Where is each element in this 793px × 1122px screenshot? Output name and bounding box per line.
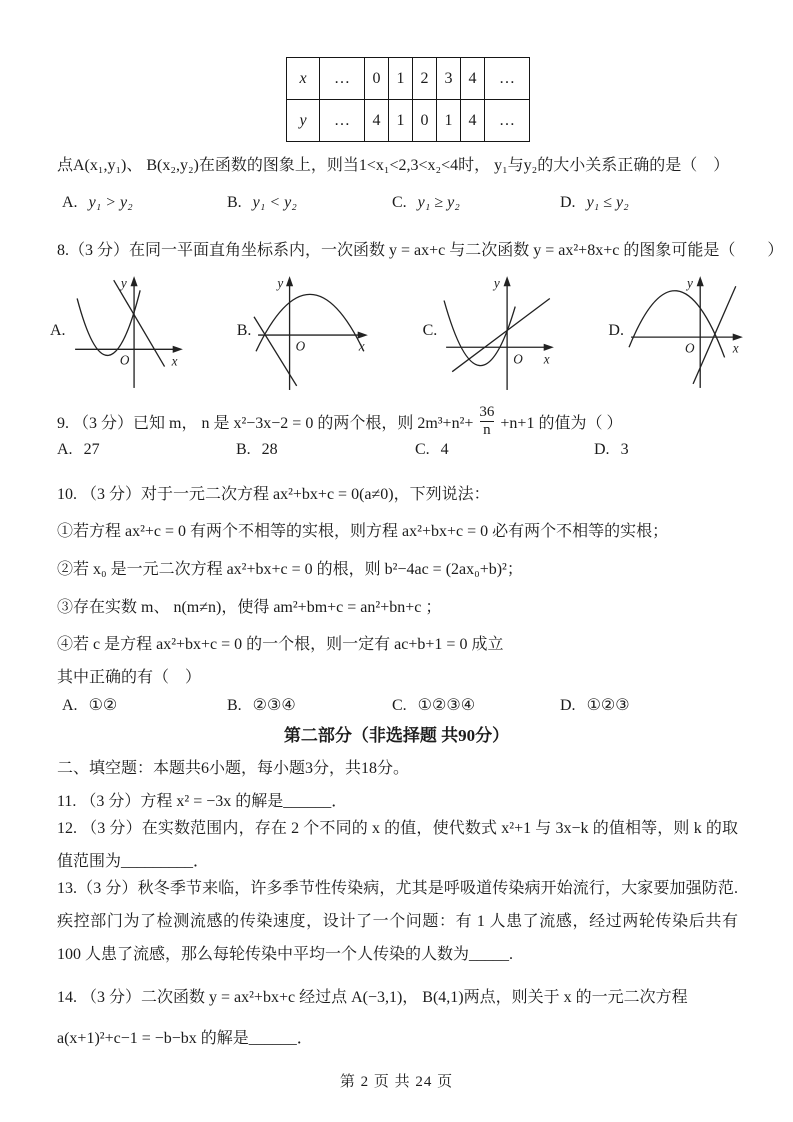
option-label: C. xyxy=(392,194,407,211)
q7-stem: 点A(x₁,y₁)、 B(x₂,y₂)在函数的图象上，则当1<x₁<2,3<x₂<4时， y₁与y₂的大小关系正确的是（ ） xyxy=(57,157,730,174)
table-cell: 0 xyxy=(365,58,389,100)
graph-option-c xyxy=(423,270,564,392)
option-label: C. xyxy=(415,441,430,458)
option-label: B. xyxy=(227,194,242,211)
parabola-line-graph-a xyxy=(68,270,192,392)
option-text: y₁ < y₂ xyxy=(252,194,297,211)
option-label: B. xyxy=(227,697,242,714)
option-text: ①②③ xyxy=(586,697,630,714)
q9-stem xyxy=(57,398,622,444)
graph-label: A. xyxy=(50,322,66,339)
option-text: y₁ ≥ y₂ xyxy=(417,194,460,211)
option-label: A. xyxy=(62,697,78,714)
q12-stem: 12. （3 分）在实数范围内，存在 2 个不同的 x 的值，使代数式 x²+1 与 3x−k 的值相等，则 k 的取值范围为_________． xyxy=(57,820,738,870)
table-cell: y xyxy=(287,100,320,142)
option-d xyxy=(560,695,762,715)
origin-label: O xyxy=(684,340,695,356)
parabola-line-graph-c xyxy=(439,270,563,392)
option-b xyxy=(227,194,392,212)
option-label: A. xyxy=(62,194,78,211)
fraction-36-over-n xyxy=(476,404,497,438)
option-text: 27 xyxy=(83,441,100,458)
option-text: ①② xyxy=(88,697,118,714)
axis-y-label: y xyxy=(494,275,501,291)
option-b xyxy=(236,441,415,459)
section-2-header: 第二部分（非选择题 共90分） xyxy=(283,726,510,745)
q10-item-2: ②若 x₀ 是一元二次方程 ax²+bx+c = 0 的根，则 b²−4ac = (2ax₀+b)²； xyxy=(57,561,523,578)
graph-option-d xyxy=(608,270,750,392)
q10-stem: 10. （3 分）对于一元二次方程 ax²+bx+c = 0(a≠0)，下列说法： xyxy=(57,486,490,503)
graph-label: C. xyxy=(422,322,438,339)
table-cell: 1 xyxy=(437,100,461,142)
q10-conclusion: 其中正确的有（ ） xyxy=(57,669,202,686)
parabola-line-graph-d xyxy=(626,270,750,392)
table-cell: 4 xyxy=(365,100,389,142)
table-cell: … xyxy=(320,100,365,142)
table-cell: … xyxy=(320,58,365,100)
q14-stem-line2: a(x+1)²+c−1 = −b−bx 的解是______． xyxy=(57,1030,313,1047)
origin-label: O xyxy=(513,351,523,367)
option-label: D. xyxy=(594,441,610,458)
fraction-numerator: 36 xyxy=(479,404,495,420)
q10-item-1: ①若方程 ax²+c = 0 有两个不相等的实根，则方程 ax²+bx+c = 0 必有两个不相等的实根； xyxy=(57,523,669,540)
option-text: 28 xyxy=(261,441,278,458)
option-a xyxy=(57,441,236,459)
table-cell: 4 xyxy=(461,58,485,100)
table-cell: 1 xyxy=(389,100,413,142)
parabola-line-graph-b xyxy=(253,270,377,392)
values-table xyxy=(286,57,530,142)
table-cell: 4 xyxy=(461,100,485,142)
option-a xyxy=(62,194,227,212)
option-label: D. xyxy=(560,194,576,211)
page-number-footer: 第 2 页 共 24 页 xyxy=(339,1074,454,1090)
q8-stem: 8.（3 分）在同一平面直角坐标系内，一次函数 y = ax+c 与二次函数 y = ax²+8x+c 的图象可能是（ ） xyxy=(57,242,784,259)
option-c xyxy=(392,695,560,715)
option-label: A. xyxy=(57,441,73,458)
table-cell: 3 xyxy=(437,58,461,100)
axis-y-label: y xyxy=(120,275,127,291)
axis-x-label: x xyxy=(359,338,365,354)
option-text: ①②③④ xyxy=(417,697,476,714)
q9-stem-after: +n+1 的值为（ ） xyxy=(500,414,623,432)
option-text: y₁ ≤ y₂ xyxy=(586,194,629,211)
q8-graphs xyxy=(50,270,750,392)
option-d xyxy=(594,441,757,459)
option-a xyxy=(62,695,227,715)
table-row xyxy=(287,100,530,142)
table-cell: … xyxy=(485,58,530,100)
table-cell: 2 xyxy=(413,58,437,100)
axis-y-label: y xyxy=(277,275,284,291)
option-label: D. xyxy=(560,697,576,714)
option-label: C. xyxy=(392,697,407,714)
q10-item-3: ③存在实数 m、 n(m≠n)，使得 am²+bm+c = an²+bn+c ； xyxy=(57,599,442,616)
graph-label: B. xyxy=(236,322,252,339)
option-c xyxy=(415,441,594,459)
option-label: B. xyxy=(236,441,251,458)
q14-stem-line1: 14. （3 分）二次函数 y = ax²+bx+c 经过点 A(−3,1)， B(4,1)两点，则关于 x 的一元二次方程 xyxy=(57,989,688,1006)
q9-stem-before: 9. （3 分）已知 m， n 是 x²−3x−2 = 0 的两个根，则 2m³+n²+ xyxy=(57,414,474,432)
q10-item-4: ④若 c 是方程 ax²+bx+c = 0 的一个根，则一定有 ac+b+1 = 0 成立 xyxy=(57,636,504,653)
option-b xyxy=(227,695,392,715)
axis-x-label: x xyxy=(543,351,550,367)
q13-stem: 13.（3 分）秋冬季节来临，许多季节性传染病，尤其是呼吸道传染病开始流行，大家要加强防范.疾控部门为了检测流感的传染速度，设计了一个问题：有 1 人患了流感，经过两轮传染后共有 100 人患了流感，那么每轮传染中平均一个人传染的人数为_____. xyxy=(57,880,738,963)
q11-stem: 11. （3 分）方程 x² = −3x 的解是______． xyxy=(57,793,348,810)
origin-label: O xyxy=(296,338,306,354)
q9-options xyxy=(57,441,757,459)
table-cell: x xyxy=(287,58,320,100)
table-cell: 1 xyxy=(389,58,413,100)
option-c xyxy=(392,194,560,212)
axis-x-label: x xyxy=(732,340,739,356)
table-cell: … xyxy=(485,100,530,142)
graph-option-b xyxy=(237,270,378,392)
q10-options xyxy=(62,695,762,715)
option-text: ②③④ xyxy=(252,697,296,714)
graph-option-a xyxy=(50,270,192,392)
section-2-subheader: 二、填空题：本题共6小题，每小题3分，共18分。 xyxy=(57,760,410,777)
option-text: 4 xyxy=(440,441,449,458)
axis-x-label: x xyxy=(171,353,178,369)
fraction-denominator: n xyxy=(480,421,494,439)
origin-label: O xyxy=(119,352,129,368)
option-text: y₁ > y₂ xyxy=(88,194,133,211)
q7-options xyxy=(62,194,762,212)
table-row xyxy=(287,58,530,100)
option-text: 3 xyxy=(620,441,629,458)
graph-label: D. xyxy=(608,322,624,339)
axis-y-label: y xyxy=(686,275,693,291)
table-cell: 0 xyxy=(413,100,437,142)
option-d xyxy=(560,194,762,212)
